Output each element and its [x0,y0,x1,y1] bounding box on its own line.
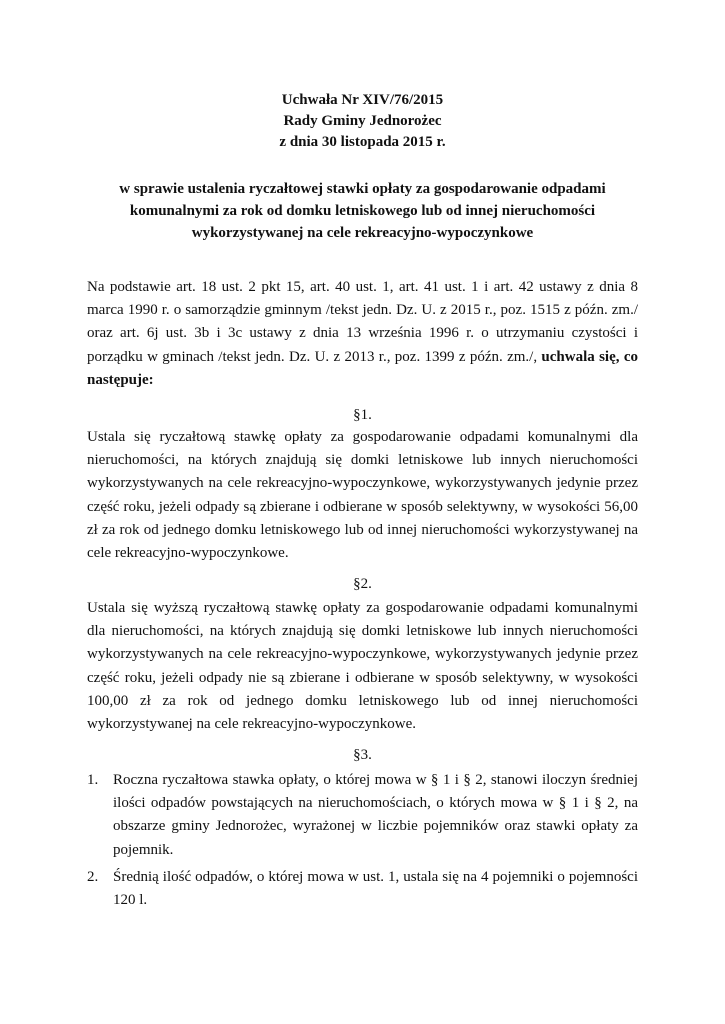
resolution-date: z dnia 30 listopada 2015 r. [279,134,446,150]
section-1-sign: §1. [353,407,372,423]
resolution-subject: w sprawie ustalenia ryczałtowej stawki opłaty za gospodarowanie odpadami komunalnymi za rok od domku letniskowego lub od innej nieruchomości wykorzystywanej na cele rekreacyjno-wypoczynkowe [119,181,606,241]
list-item-number: 2. [87,868,99,885]
resolution-header [0,90,725,153]
section-2-sign: §2. [353,576,372,592]
preamble [87,276,638,392]
preamble-bold: uchwala się, co następuje: [87,348,638,388]
list-item [87,769,638,862]
section-3-sign: §3. [353,747,372,763]
section-1-text: Ustala się ryczałtową stawkę opłaty za gospodarowanie odpadami komunalnymi dla nieruchomości, na których znajdują się domki letniskowe lub innych nieruchomości wykorzystywanych na cele rekreacyjno-wypoczynkowe, wykorzystywanych jedynie przez część roku, jeżeli odpady są zbierane i odbierane w sposób selektywny, w wysokości 56,00 zł za rok od jednego domku letniskowego lub od innej nieruchomości wykorzystywanej na cele rekreacyjno-wypoczynkowe. [87,429,638,562]
list-item-number: 1. [87,772,99,788]
section-2-text: Ustala się wyższą ryczałtową stawkę opłaty za gospodarowanie odpadami komunalnymi dla nieruchomości, na których znajdują się domki letniskowe lub innych nieruchomości wykorzystywanych na cele rekreacyjno-wypoczynkowe, wykorzystywanych jedynie przez część roku, jeżeli odpady nie są zbierane i odbierane w sposób selektywny, w wysokości 100,00 zł za rok od jednego domku letniskowego lub od innej nieruchomości wykorzystywanej na cele rekreacyjno-wypoczynkowe. [87,600,638,733]
preamble-text: Na podstawie art. 18 ust. 2 pkt 15, art. 40 ust. 1, art. 41 ust. 1 i art. 42 ustawy z dnia 8 marca 1990 r. o samorządzie gminnym /tekst jedn. Dz. U. z 2015 r., poz. 1515 z późn. zm./ oraz art. 6j ust. 3b i 3c ustawy z dnia 13 września 1996 r. o utrzymaniu czystości i porządku w gminach /tekst jedn. Dz. U. z 2013 r., poz. 1399 z późn. zm./, [87,279,638,365]
list-item-text: Średnią ilość odpadów, o której mowa w ust. 1, ustala się na 4 pojemniki o pojemności 120 l. [113,868,638,909]
resolution-number: Uchwała Nr XIV/76/2015 [281,92,444,108]
council-name: Rady Gminy Jednorożec [283,113,442,129]
section-3-list [87,769,638,916]
list-item [87,866,638,912]
list-item-text: Roczna ryczałtowa stawka opłaty, o której mowa w § 1 i § 2, stanowi iloczyn średniej ilości odpadów powstających na nieruchomościach, o których mowa w § 1 i § 2, na obszarze gminy Jednorożec, wyrażonej w liczbie pojemników oraz stawki opłaty za pojemnik. [113,772,638,858]
